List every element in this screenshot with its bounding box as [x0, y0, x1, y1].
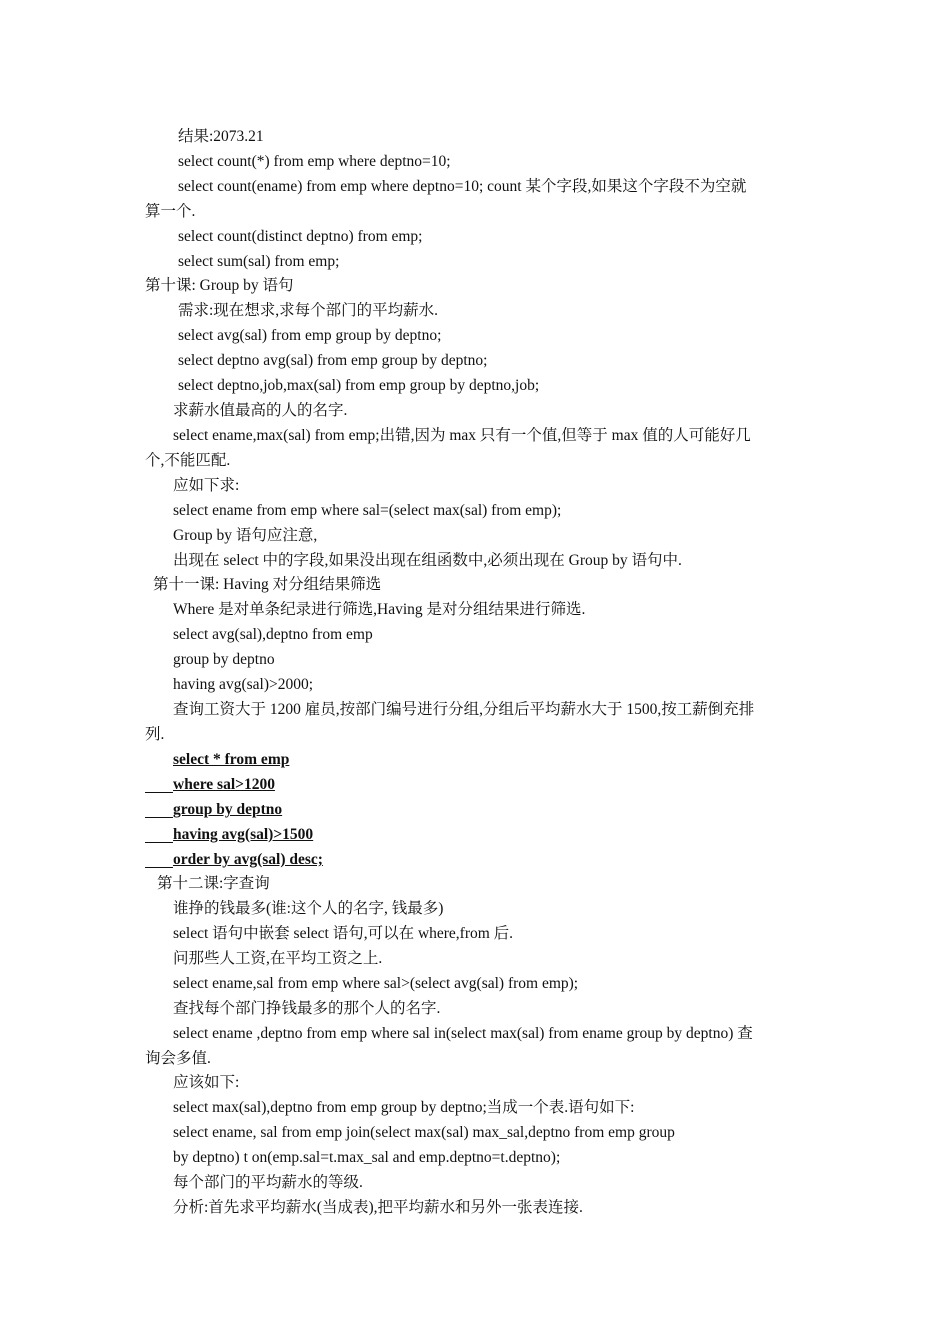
- text-line: 分析:首先求平均薪水(当成表),把平均薪水和另外一张表连接.: [173, 1199, 583, 1216]
- lesson-heading: 第十课: Group by 语句: [145, 277, 294, 294]
- code-line: select ename,sal from emp where sal>(select avg(sal) from emp);: [173, 975, 579, 992]
- text-line: 列.: [145, 726, 165, 743]
- code-line: having avg(sal)>2000;: [173, 676, 314, 693]
- underline-lead: [145, 867, 173, 868]
- text-line: 应如下求:: [173, 477, 240, 494]
- code-line: by deptno) t on(emp.sal=t.max_sal and emp.deptno=t.deptno);: [173, 1149, 561, 1166]
- text-line: select deptno avg(sal) from emp group by deptno;: [178, 352, 488, 369]
- text-line: 个,不能匹配.: [145, 452, 231, 469]
- text-line: select avg(sal) from emp group by deptno;: [178, 327, 442, 344]
- text-line: 询会多值.: [145, 1050, 211, 1067]
- text-line: select count(*) from emp where deptno=10;: [178, 153, 451, 170]
- text-line: 谁挣的钱最多(谁:这个人的名字, 钱最多): [173, 900, 444, 917]
- text-line: 需求:现在想求,求每个部门的平均薪水.: [178, 302, 439, 319]
- code-line: select avg(sal),deptno from emp: [173, 626, 373, 643]
- text-line: select ename from emp where sal=(select max(sal) from emp);: [173, 502, 562, 519]
- lesson-heading: 第十一课: Having 对分组结果筛选: [153, 576, 382, 593]
- text-line: 算一个.: [145, 203, 196, 220]
- text-line: 每个部门的平均薪水的等级.: [173, 1174, 363, 1191]
- text-line: Where 是对单条纪录进行筛选,Having 是对分组结果进行筛选.: [173, 601, 586, 618]
- code-line-bold: select * from emp: [173, 751, 290, 768]
- code-line-bold: group by deptno: [173, 801, 283, 818]
- text-line: 求薪水值最高的人的名字.: [173, 402, 348, 419]
- text-line: select count(distinct deptno) from emp;: [178, 228, 423, 245]
- text-line: 问那些人工资,在平均工资之上.: [173, 950, 383, 967]
- text-line: 查找每个部门挣钱最多的那个人的名字.: [173, 1000, 441, 1017]
- text-line: select ename,max(sal) from emp;出错,因为 max 只有一个值,但等于 max 值的人可能好几: [173, 427, 751, 444]
- text-line: 结果:2073.21: [178, 128, 264, 145]
- text-line: select 语句中嵌套 select 语句,可以在 where,from 后.: [173, 925, 514, 942]
- code-line: select ename ,deptno from emp where sal in(select max(sal) from ename group by deptno) 查: [173, 1025, 753, 1042]
- lesson-heading: 第十二课:字查询: [157, 875, 270, 892]
- code-line-bold: order by avg(sal) desc;: [173, 851, 323, 868]
- code-line-bold: having avg(sal)>1500: [173, 826, 314, 843]
- code-line: select max(sal),deptno from emp group by deptno;当成一个表.语句如下:: [173, 1099, 635, 1116]
- text-line: 出现在 select 中的字段,如果没出现在组函数中,必须出现在 Group by 语句中.: [173, 552, 682, 569]
- underline-lead: [145, 817, 173, 818]
- code-line-bold: where sal>1200: [173, 776, 275, 793]
- text-line: 查询工资大于 1200 雇员,按部门编号进行分组,分组后平均薪水大于 1500,按工薪倒充排: [173, 701, 755, 718]
- underline-lead: [145, 842, 173, 843]
- code-line: group by deptno: [173, 651, 275, 668]
- code-line: select ename, sal from emp join(select max(sal) max_sal,deptno from emp group: [173, 1124, 675, 1141]
- text-line: 应该如下:: [173, 1074, 240, 1091]
- underline-lead: [145, 792, 173, 793]
- text-line: select deptno,job,max(sal) from emp group by deptno,job;: [178, 377, 540, 394]
- text-line: select count(ename) from emp where deptno=10; count 某个字段,如果这个字段不为空就: [178, 178, 747, 195]
- text-line: select sum(sal) from emp;: [178, 253, 340, 270]
- text-line: Group by 语句应注意,: [173, 527, 318, 544]
